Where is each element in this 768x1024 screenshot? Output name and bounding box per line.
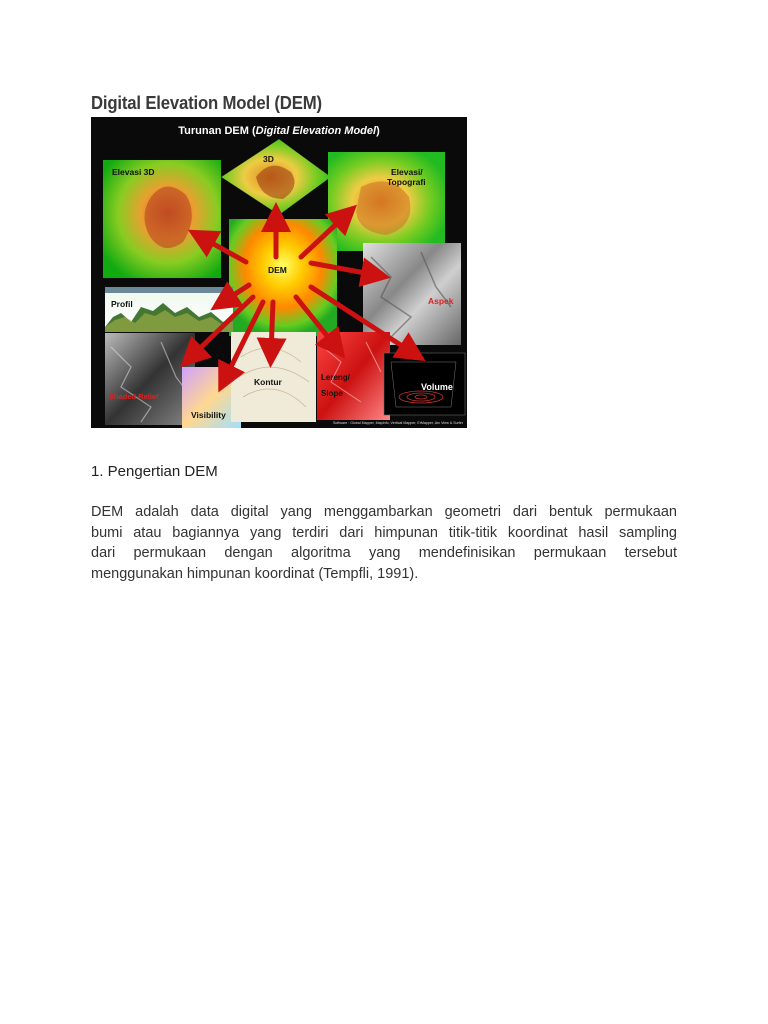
section-heading: 1. Pengertian DEM <box>91 463 218 480</box>
body-paragraph <box>91 502 677 584</box>
dem-derivatives-figure <box>91 117 467 428</box>
paragraph-line: bumi atau bagiannya yang terdiri dari himpunan titik-titik koordinat hasil sampling <box>91 524 677 541</box>
page-title: Digital Elevation Model (DEM) <box>91 93 322 113</box>
paragraph-line: DEM adalah data digital yang menggambarkan geometri dari bentuk permukaan <box>91 504 677 520</box>
paragraph-line: dari permukaan dengan algoritma yang mendefinisikan permukaan tersebut <box>91 545 677 561</box>
label-aspek: Aspek <box>428 296 454 306</box>
shaded-relief-panel <box>105 333 195 425</box>
figure-title: Turunan DEM (Digital Elevation Model) <box>178 125 380 137</box>
label-elevasi-3d: Elevasi 3D <box>112 167 155 177</box>
label-3d: 3D <box>263 154 274 164</box>
label-profil: Profil <box>111 299 133 309</box>
paragraph-line: menggunakan himpunan koordinat (Tempfli, 1991). <box>91 565 419 582</box>
elevasi-3d-panel <box>103 160 221 278</box>
label-visibility: Visibility <box>191 410 226 420</box>
label-kontur: Kontur <box>254 377 282 387</box>
label-topografi: Topografi <box>387 177 426 187</box>
elevasi-topografi-panel <box>328 152 445 251</box>
arrow-to-kontur <box>271 302 273 353</box>
figure-credit: Software : Global Mapper, MapInfo, Vertical Mapper, ErMapper, Arc View & Surfer <box>333 421 463 425</box>
lereng-slope-panel <box>317 332 390 420</box>
label-shaded-relief: Shaded Relief <box>109 392 159 401</box>
profil-panel <box>105 287 233 332</box>
label-volume: Volume <box>421 382 453 392</box>
volume-panel <box>384 353 465 415</box>
label-lereng: Lereng/ <box>321 373 350 382</box>
label-slope: Slope <box>321 389 343 398</box>
label-dem: DEM <box>268 265 287 275</box>
label-elevasi: Elevasi/ <box>391 167 423 177</box>
